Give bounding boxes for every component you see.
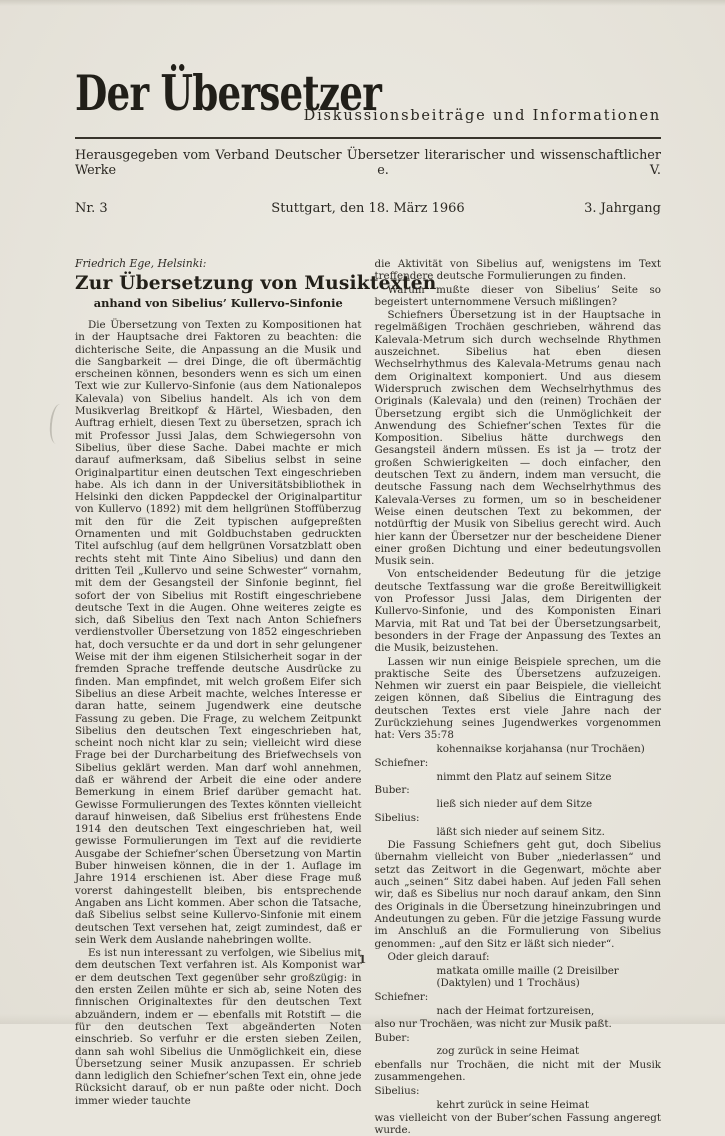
paragraph: Es ist nun interessant zu verfolgen, wie Sibelius mit dem deutschen Text verfahren ist. Als Komponist war er dem deutschen Text gegenüber sehr großzügig: in den ersten Zeilen mühte er sich ab, seine Noten des finnischen Originaltextes für den deutschen Text abzuändern, indem er — ebenfalls mit Rotstift — die für den deutschen Text abgeänderten Noten einschrieb. So verfuhr er die ersten sieben Zeilen, dann sah wohl Sibelius die Unmöglichkeit ein, diese Übersetzung seiner Musik anzupassen. Er schrieb dann lediglich den Schiefner’schen Text ein, ohne jede Rücksicht darauf, ob er nun paßte oder nicht. Doch immer wieder tauchte <box>75 947 362 1107</box>
commentary-line: was vielleicht von der Buber’schen Fassung angeregt wurde. <box>374 1111 661 1136</box>
article-byline: Friedrich Ege, Helsinki: <box>75 257 207 270</box>
masthead <box>75 64 661 216</box>
paragraph: Schiefners Übersetzung ist in der Hauptsache in regelmäßigen Trochäen geschrieben, während das Kalevala-Metrum sich durch wechselnde Rhythmen auszeichnet. Sibelius hat eben diesen Wechselrhythmus des Kalevala-Metrums genau nach dem Originaltext komponiert. Und aus diesem Widerspruch zwischen dem Wechselrhythmus des Originals (Kalevala) und den (reinen) Trochäen der Übersetzung ergibt sich die Unmöglichkeit der Anwendung des Schiefner’schen Textes für die Komposition. Sibelius hätte durchwegs den Gesangsteil ändern müssen. Es ist ja — trotz der großen Schwierigkeiten — doch einfacher, den deutschen Text zu ändern, indem man versucht, die deutsche Fassung nach dem Wechselrhythmus des Kalevala-Verses zu formen, um so in bescheidener Weise einen deutschen Text zu bekommen, der notdürftig der Musik von Sibelius gerecht wird. Auch hier kann der Übersetzer nur der bescheidene Diener einer großen Dichtung und einer bedeutungsvollen Musik sein. <box>374 309 661 568</box>
paragraph: die Aktivität von Sibelius auf, wenigstens im Text treffendere deutsche Formulierungen zu finden. <box>374 258 661 283</box>
paragraph: Von entscheidender Bedeutung für die jetzige deutsche Textfassung war die große Bereitwilligkeit von Professor Jussi Jalas, dem Dirigenten der Kullervo-Sinfonie, und des Komponisten Einari Marvia, mit Rat und Tat bei der Übersetzungsarbeit, besonders in der Frage der Anpassung des Textes an die Musik, beizustehen. <box>374 568 661 655</box>
article-title: Zur Übersetzung von Musiktexten <box>75 273 437 294</box>
paragraph: Lassen wir nun einige Beispiele sprechen, um die praktische Seite des Übersetzens aufzuzeigen. Nehmen wir zuerst ein paar Beispiele, die vielleicht zeigen können, daß Sibelius die Eintragung des deutschen Textes erst viele Jahre nach der Zurückziehung seines Jugendwerkes vorgenommen hat: Vers 35:78 <box>374 655 661 742</box>
verse-line: kohennaikse korjahansa (nur Trochäen) <box>436 743 645 756</box>
speaker-label-schiefner: Schiefner: <box>374 990 429 1003</box>
paragraph: Warum mußte dieser von Sibelius’ Seite so begeistert unternommene Versuch mißlingen? <box>374 283 661 308</box>
paragraph: Oder gleich darauf: <box>387 950 490 963</box>
masthead-row <box>75 64 661 130</box>
speaker-label-schiefner: Schiefner: <box>374 756 429 769</box>
volume-label: 3. Jahrgang <box>584 201 661 216</box>
masthead-rule <box>75 137 661 139</box>
left-column <box>75 257 437 1136</box>
newsletter-title: Der Übersetzer <box>75 64 382 122</box>
verse-line: läßt sich nieder auf seinem Sitz. <box>436 825 605 838</box>
issue-number: Nr. 3 <box>75 201 108 216</box>
speaker-label-buber: Buber: <box>374 1031 410 1044</box>
dateline: Stuttgart, den 18. März 1966 <box>271 201 465 216</box>
paragraph: Die Übersetzung von Texten zu Kompositionen hat in der Hauptsache drei Faktoren zu beachten: die dichterische Seite, die Anpassung an die Musik und die Sangbarkeit — drei Dinge, die oft übermächtig erscheinen können, besonders wenn es sich um einen Text wie zur Kullervo-Sinfonie (aus dem Nationalepos Kalevala) von Sibelius handelt. Als ich von dem Musikverlag Breitkopf & Härtel, Wiesbaden, den Auftrag erhielt, diesen Text zu übersetzen, sprach ich mit Professor Jussi Jalas, dem Schwiegersohn von Sibelius, über diese Sache. Dabei machte er mich darauf aufmerksam, daß Sibelius selbst in seine Originalpartitur einen deutschen Text eingeschrieben habe. Als ich dann in der Universitätsbibliothek in Helsinki den dicken Pappdeckel der Originalpartitur von Kullervo (1892) mit dem hellgrünen Stoffüberzug mit den für die Zeit typischen aufgepreßten Ornamenten und mit Goldbuchstaben gedruckten Titel aufschlug (auf dem hellgrünen Vorsatzblatt oben rechts steht mit Tinte Aino Sibelius) und dann den dritten Teil „Kullervo und seine Schwester“ vornahm, mit dem der Gesangsteil der Sinfonie beginnt, fiel sofort der von Sibelius mit Rostift eingeschriebene deutsche Text in die Augen. Ohne weiteres zeigte es sich, daß Sibelius den Text nach Anton Schiefners verdienstvoller Übersetzung von 1852 eingeschrieben hat, doch versuchte er da und dort in sehr gelungener Weise mit der ihm eigenen Stilsicherheit sogar in der fremden Sprache treffende deutsche Ausdrücke zu finden. Man empfindet, mit welch großem Eifer sich Sibelius an diese Arbeit machte, welches Interesse er daran hatte, seinem Jugendwerk eine deutsche Fassung zu geben. Die Frage, zu welchem Zeitpunkt Sibelius den deutschen Text eingeschrieben hat, scheint noch nicht klar zu sein; vielleicht wird diese Frage bei der Durcharbeitung des Briefwechsels von Sibelius geklärt werden. Man darf wohl annehmen, daß er während der Arbeit die eine oder andere Bemerkung in einem Brief darüber gemacht hat. Gewisse Formulierungen des Textes könnten vielleicht darauf hinweisen, daß Sibelius erst frühestens Ende 1914 den deutschen Text eingeschrieben hat, weil gewisse Formulierungen im Text auf die revidierte Ausgabe der Schiefner’schen Übersetzung von Martin Buber hinweisen können, die in der 1. Auflage im Jahre 1914 erschienen ist. Aber diese Frage muß vorerst dahingestellt bleiben, bis entsprechende Angaben ans Licht kommen. Aber schon die Tatsache, daß Sibelius selbst seine Kullervo-Sinfonie mit einem deutschen Text versehen hat, zeigt zumindest, daß er sein Werk dem Auslande nahebringen wollte. <box>75 319 362 946</box>
right-column <box>375 257 662 1136</box>
verse-line: ließ sich nieder auf dem Sitze <box>436 798 593 811</box>
verse-line: zog zurück in seine Heimat <box>436 1045 580 1058</box>
verse-line: kehrt zurück in seine Heimat <box>436 1098 589 1111</box>
publisher-line: Herausgegeben vom Verband Deutscher Übersetzer literarischer und wissenschaftlicher Werke e. V. <box>75 148 661 178</box>
speaker-label-sibelius: Sibelius: <box>374 1084 420 1097</box>
commentary-line: also nur Trochäen, was nicht zur Musik paßt. <box>374 1017 612 1030</box>
article-body <box>75 257 661 1136</box>
speaker-label-buber: Buber: <box>374 784 410 797</box>
verse-line: nimmt den Platz auf seinem Sitze <box>436 770 612 783</box>
newsletter-tagline: Diskussionsbeiträge und Informationen <box>303 108 661 124</box>
speaker-label-sibelius: Sibelius: <box>374 812 420 825</box>
verse-line: matkata omille maille (2 Dreisilber (Daktylen) und 1 Trochäus) <box>436 964 619 989</box>
page-number: 1 <box>358 953 367 966</box>
paragraph: Die Fassung Schiefners geht gut, doch Sibelius übernahm vielleicht von Buber „niederlassen“ und setzt das Zeitwort in die Gegenwart, möchte aber auch „seinen“ Sitz dabei haben. Auf jeden Fall sehen wir, daß es Sibelius nur noch darauf ankam, den Sinn des Originals in die Übersetzung hineinzubringen und Andeutungen zu geben. Für die jetzige Fassung wurde im Anschluß an die Formulierung von Sibelius genommen: „auf den Sitz er läßt sich nieder“. <box>374 839 661 950</box>
commentary-line: ebenfalls nur Trochäen, die nicht mit der Musik zusammengehen. <box>374 1058 661 1083</box>
verse-line: nach der Heimat fortzureisen, <box>436 1004 595 1017</box>
article-subtitle: anhand von Sibelius’ Kullervo-Sinfonie <box>93 296 343 310</box>
issue-info-row <box>75 201 661 216</box>
